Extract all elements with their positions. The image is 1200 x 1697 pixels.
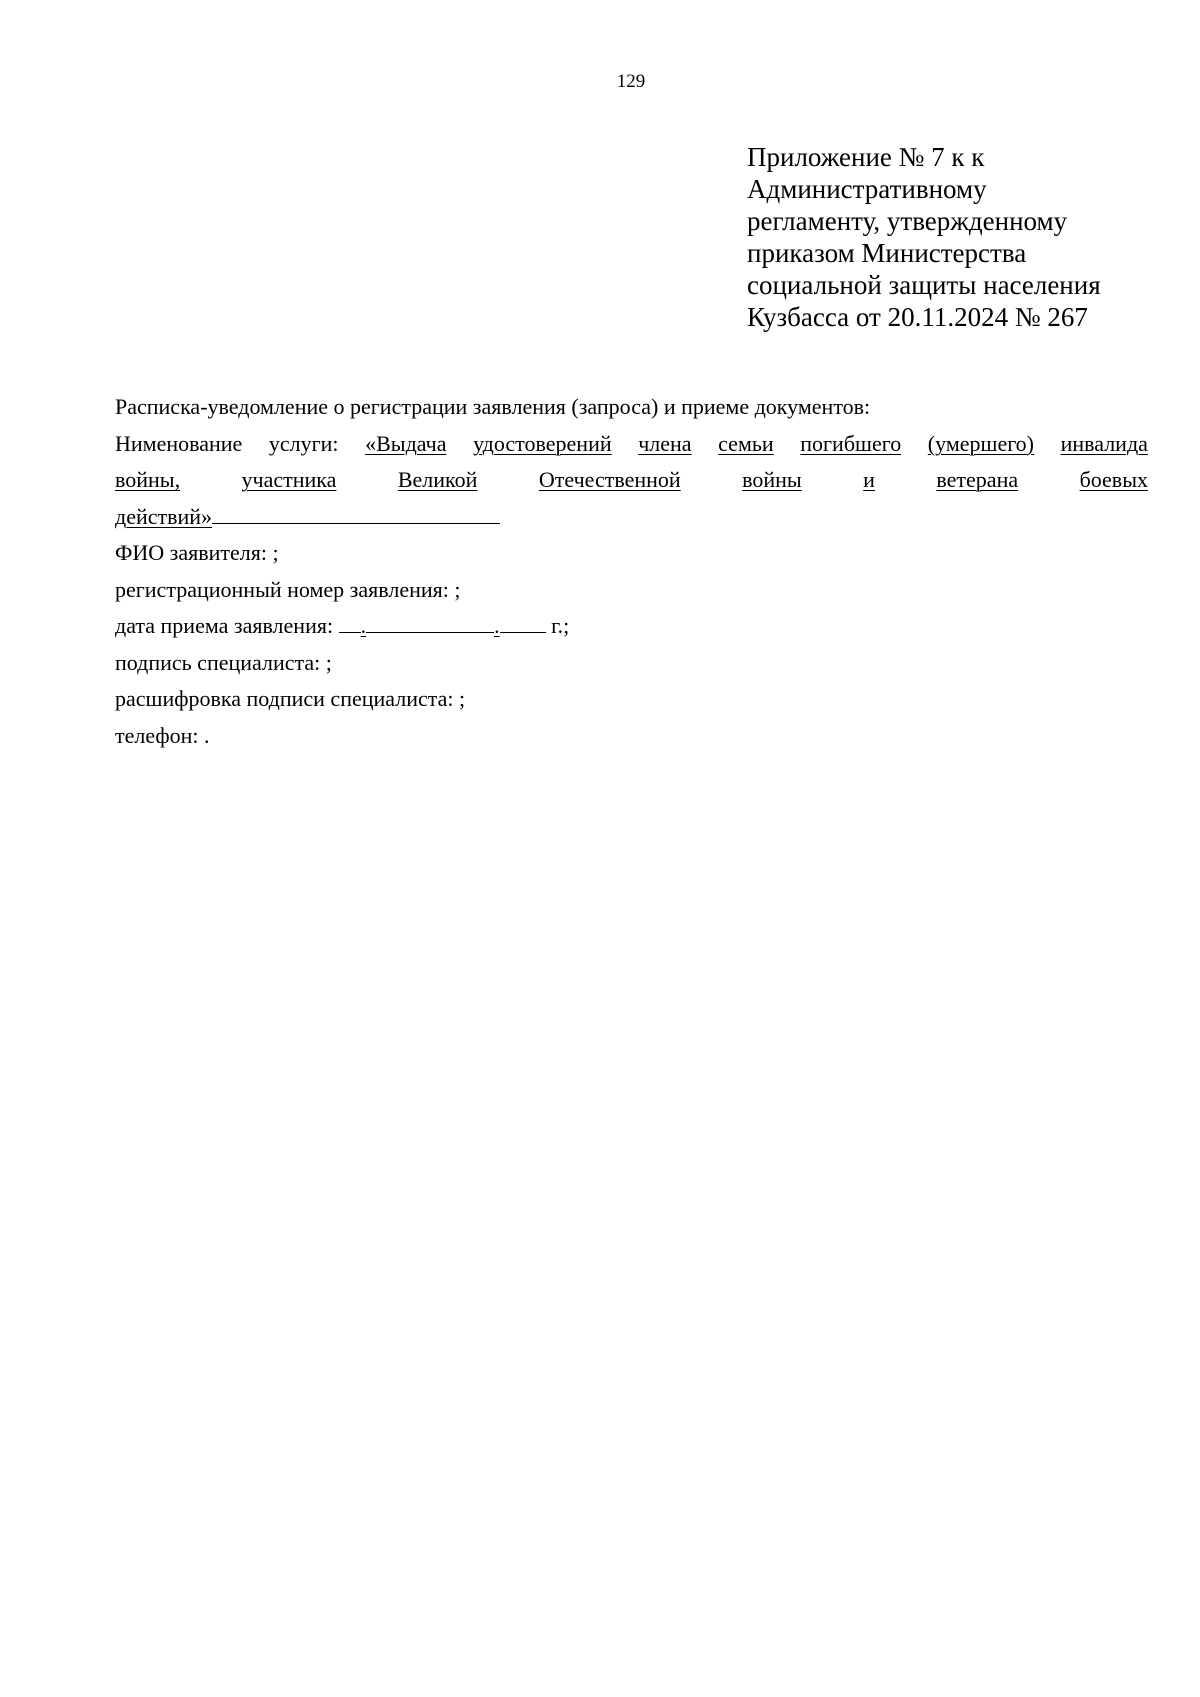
date-label: дата приема заявления:: [115, 613, 334, 638]
service-name-word: «Выдача: [365, 430, 447, 456]
specialist-signature-decode-field: расшифровка подписи специалиста: ;: [115, 686, 466, 711]
service-name-line-3: [115, 499, 1148, 536]
appendix-line: регламенту, утвержденному: [747, 206, 1068, 236]
service-name-word: боевых: [1079, 467, 1148, 492]
service-name-word: семьи: [718, 430, 774, 456]
service-name-word: удостоверений: [473, 430, 612, 456]
page-number: 129: [616, 71, 646, 92]
appendix-line: Кузбасса от 20.11.2024 № 267: [747, 302, 1088, 332]
appendix-line: Административному: [747, 174, 987, 204]
service-name-word: войны,: [115, 467, 181, 492]
phone-field: телефон: .: [115, 722, 210, 748]
service-name-word: и: [863, 467, 875, 492]
service-name-line-2: [115, 462, 1148, 499]
date-year-blank: [500, 610, 546, 633]
service-label-word: Нименование: [115, 430, 243, 456]
service-name-line-1: [115, 426, 1148, 463]
receipt-body: [115, 389, 1148, 754]
service-name-word: войны: [742, 467, 802, 492]
date-month-blank: [366, 610, 494, 633]
applicant-name-field: ФИО заявителя: ;: [115, 540, 279, 565]
appendix-line: социальной защиты населения: [747, 270, 1101, 300]
service-name-word: члена: [638, 430, 692, 456]
service-name-word: погибшего: [800, 430, 902, 456]
appendix-header: [747, 141, 1147, 333]
service-name-word: Отечественной: [538, 467, 681, 492]
service-name-word: инвалида: [1060, 430, 1148, 456]
service-name-word: (умершего): [927, 430, 1035, 456]
receipt-date-field: [115, 608, 1148, 645]
date-separator: .: [360, 613, 367, 638]
service-name-word: участника: [241, 467, 337, 492]
date-suffix: г.;: [551, 613, 570, 638]
service-name-word: ветерана: [936, 467, 1019, 492]
specialist-signature-field: подпись специалиста: ;: [115, 649, 332, 675]
date-separator: .: [494, 613, 500, 638]
service-name-blank: [212, 501, 500, 524]
date-day-blank: [339, 610, 361, 633]
registration-number-field: регистрационный номер заявления: ;: [115, 576, 461, 602]
service-label-word: услуги:: [268, 430, 339, 456]
appendix-line: Приложение № 7 к к: [747, 142, 985, 172]
service-name-word: Великой: [397, 467, 478, 492]
appendix-line: приказом Министерства: [747, 238, 1027, 268]
receipt-title: Расписка-уведомление о регистрации заявления (запроса) и приеме документов:: [115, 394, 871, 419]
service-name-word: действий»: [115, 503, 213, 529]
